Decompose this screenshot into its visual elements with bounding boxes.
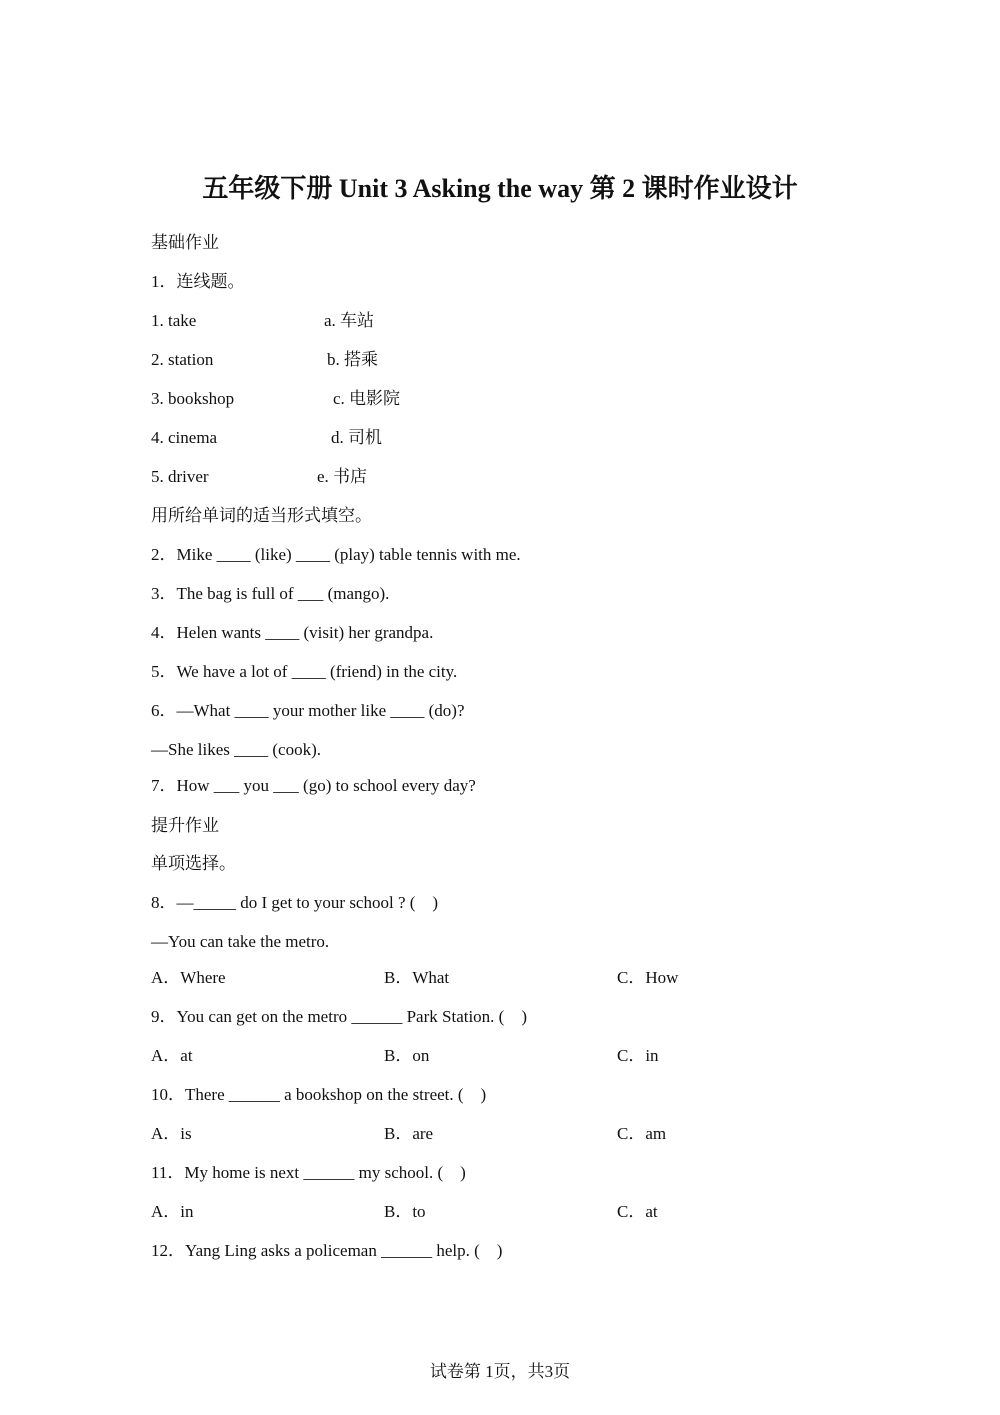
q9-option-a: A．at <box>151 1046 193 1065</box>
page-footer: 试卷第 1页，共3页 <box>429 1362 571 1381</box>
q8-option-b: B．What <box>384 968 450 987</box>
match-left-4: 4. cinema <box>151 428 218 447</box>
match-left-3: 3. bookshop <box>151 389 235 408</box>
question-8: 8．—_____ do I get to your school ? ( ) <box>151 893 439 912</box>
question-3: 3．The bag is full of ___ (mango). <box>151 584 390 603</box>
q8-option-a: A．Where <box>151 968 226 987</box>
question-11: 11．My home is next ______ my school. ( ) <box>151 1163 466 1182</box>
q11-option-b: B．to <box>384 1202 426 1221</box>
q10-option-a: A．is <box>151 1124 192 1143</box>
match-left-2: 2. station <box>151 350 214 369</box>
q11-option-c: C．at <box>617 1202 658 1221</box>
match-right-c: c. 电影院 <box>333 389 401 408</box>
question-2: 2．Mike ____ (like) ____ (play) table tennis with me. <box>151 545 521 564</box>
section-heading-basic: 基础作业 <box>151 233 219 252</box>
question-7: 7．How ___ you ___ (go) to school every day? <box>151 776 476 795</box>
q9-option-b: B．on <box>384 1046 430 1065</box>
question-9: 9．You can get on the metro ______ Park Station. ( ) <box>151 1007 528 1026</box>
match-right-e: e. 书店 <box>317 467 368 486</box>
q11-option-a: A．in <box>151 1202 194 1221</box>
choice-instruction: 单项选择。 <box>151 854 236 873</box>
fill-instruction: 用所给单词的适当形式填空。 <box>151 506 372 525</box>
match-right-a: a. 车站 <box>324 311 375 330</box>
q8-option-c: C．How <box>617 968 679 987</box>
question-4: 4．Helen wants ____ (visit) her grandpa. <box>151 623 434 642</box>
q10-option-c: C．am <box>617 1124 667 1143</box>
match-left-1: 1. take <box>151 311 197 330</box>
q10-option-b: B．are <box>384 1124 434 1143</box>
question-8-reply: —You can take the metro. <box>151 932 330 951</box>
q9-option-c: C．in <box>617 1046 659 1065</box>
question-6-reply: —She likes ____ (cook). <box>151 740 321 759</box>
page-title: 五年级下册 Unit 3 Asking the way 第 2 课时作业设计 <box>202 174 798 203</box>
question-12: 12．Yang Ling asks a policeman ______ help. ( ) <box>151 1241 503 1260</box>
section-heading-improve: 提升作业 <box>151 816 219 835</box>
match-right-d: d. 司机 <box>331 428 382 447</box>
question-5: 5．We have a lot of ____ (friend) in the city. <box>151 662 458 681</box>
question-10: 10．There ______ a bookshop on the street. ( ) <box>151 1085 487 1104</box>
question-1-label: 1．连线题。 <box>151 272 245 291</box>
match-right-b: b. 搭乘 <box>327 350 378 369</box>
match-left-5: 5. driver <box>151 467 209 486</box>
question-6: 6．—What ____ your mother like ____ (do)? <box>151 701 465 720</box>
